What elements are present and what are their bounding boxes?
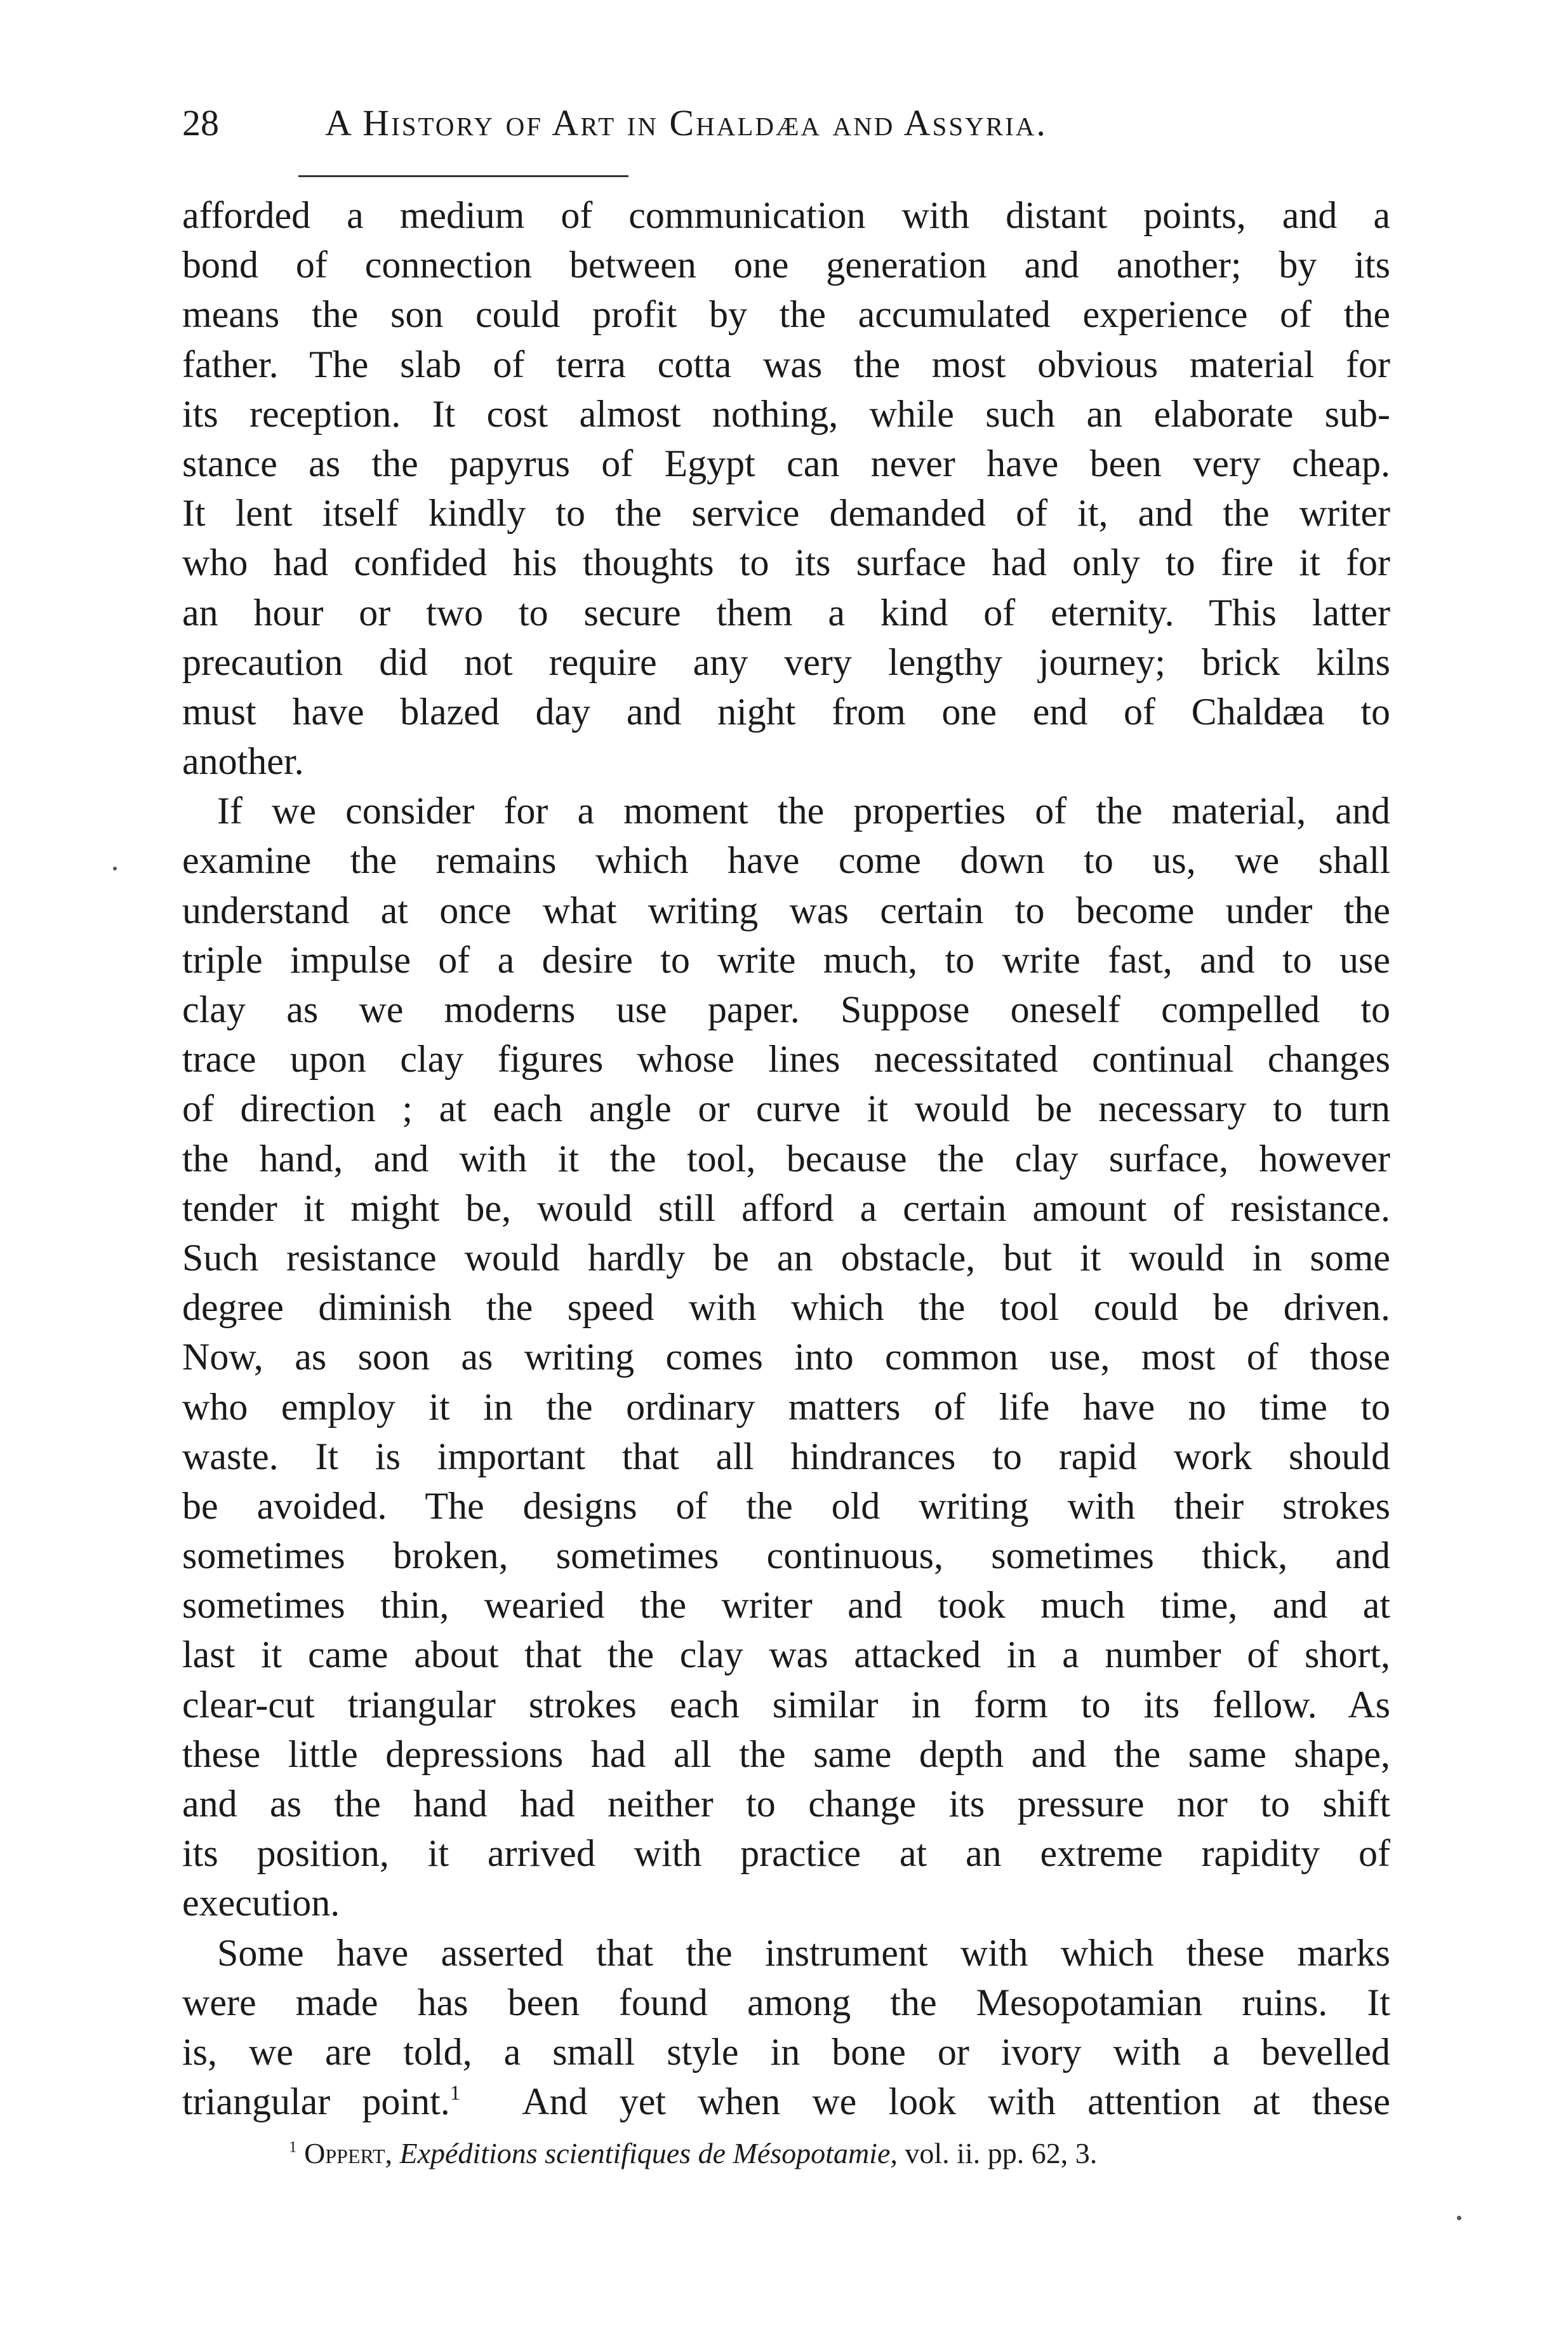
line-text: must have blazed day and night from one end of Chaldæa to [182,690,1390,733]
text-line [182,736,1390,786]
text-line [182,1729,1390,1779]
text-line [182,1630,1390,1679]
footnote-rest: vol. ii. pp. 62, 3. [905,2137,1098,2169]
line-text: who employ it in the ordinary matters of life have no time to [182,1385,1390,1428]
line-text: stance as the papyrus of Egypt can never have been very cheap. [182,442,1390,484]
text-line [182,290,1390,339]
text-line [182,1878,1390,1928]
line-text: clay as we moderns use paper. Suppose oneself compelled to [182,989,1390,1030]
line-text: afforded a medium of communication with distant points, and a [182,194,1390,236]
running-title: A History of Art in Chaldæa and Assyria. [325,102,1047,143]
text-line [182,240,1390,290]
text-line [182,1382,1390,1432]
text-line [182,488,1390,538]
body-text [182,190,1390,2126]
text-line [182,1432,1390,1481]
line-text: tender it might be, would still afford a certain amount of resistance. [182,1187,1390,1229]
page-number: 28 [182,102,219,143]
text-line [182,439,1390,488]
text-line [182,2027,1390,2077]
line-text: understand at once what writing was certain to become under the [182,889,1390,931]
text-line [182,1233,1390,1282]
text-line [182,985,1390,1034]
line-text: Now, as soon as writing comes into common use, most of those [182,1336,1390,1378]
line-text: triangular point. [182,2081,450,2123]
line-text: sometimes broken, sometimes continuous, sometimes thick, and [182,1535,1390,1577]
line-text: Such resistance would hardly be an obstacle, but it would in some [182,1236,1390,1279]
text-line [182,588,1390,637]
footnote-title: Expéditions scientifiques de Mésopotamie, [399,2137,898,2169]
line-text: degree diminish the speed with which the tool could be driven. [182,1286,1390,1329]
text-line [182,1282,1390,1332]
running-header [182,102,1390,152]
footnote-author: Oppert, [304,2137,392,2169]
text-line [182,1084,1390,1133]
text-line [182,389,1390,439]
line-text: the hand, and with it the tool, because the clay surface, however [182,1137,1390,1180]
text-line [182,2077,1390,2126]
line-text: and as the hand had neither to change its pressure nor to shift [182,1783,1390,1825]
text-line [182,1183,1390,1233]
text-line [182,1978,1390,2027]
line-text: an hour or two to secure them a kind of eternity. This latter [182,591,1390,634]
line-text: examine the remains which have come down to us, we shall [182,839,1390,882]
line-text: who had confided his thoughts to its surface had only to fire it for [182,542,1390,584]
text-line [182,1134,1390,1183]
line-text: execution. [182,1882,340,1924]
text-line [182,1531,1390,1580]
text-line [182,1928,1390,1978]
text-line [182,687,1390,736]
line-text: sometimes thin, wearied the writer and took much time, and at [182,1584,1390,1627]
text-line [182,1332,1390,1382]
line-text: trace upon clay figures whose lines necessitated continual changes [182,1038,1390,1081]
line-text: is, we are told, a small style in bone or ivory with a bevelled [182,2030,1390,2073]
footnote-marker: 1 [289,2138,297,2156]
text-line [182,935,1390,985]
text-line [182,340,1390,389]
line-text: If we consider for a moment the properties of the material, and [217,790,1390,832]
text-line [182,1580,1390,1630]
text-line [182,1779,1390,1828]
line-text: bond of connection between one generation and another; by its [182,244,1390,286]
line-text: be avoided. The designs of the old writing with their strokes [182,1484,1390,1527]
footnote-reference[interactable]: 1 [449,2082,461,2105]
footnote [289,2136,1097,2170]
text-line [182,637,1390,687]
line-text: clear-cut triangular strokes each similar in form to its fellow. As [182,1683,1390,1726]
line-text: another. [182,740,304,783]
line-text: And yet when we look with attention at these [460,2081,1391,2123]
line-text: Some have asserted that the instrument with which these marks [217,1931,1390,1974]
text-line [182,1481,1390,1531]
line-text: of direction ; at each angle or curve it would be necessary to turn [182,1088,1390,1130]
line-text: last it came about that the clay was attacked in a number of short, [182,1634,1390,1676]
line-text: It lent itself kindly to the service demanded of it, and the writer [182,492,1390,535]
text-line [182,886,1390,935]
text-line [182,1828,1390,1878]
text-line [182,1034,1390,1084]
text-line [182,190,1390,240]
line-text: its position, it arrived with practice at an extreme rapidity of [182,1832,1390,1875]
header-rule [298,175,628,177]
text-line [182,538,1390,587]
line-text: father. The slab of terra cotta was the most obvious material for [182,343,1390,385]
page-speck [1457,2216,1461,2220]
page-speck [113,867,117,870]
line-text: precaution did not require any very lengthy journey; brick kilns [182,641,1390,683]
line-text: triple impulse of a desire to write much, to write fast, and to use [182,938,1390,981]
text-line [182,1680,1390,1729]
text-line [182,836,1390,885]
line-text: its reception. It cost almost nothing, while such an elaborate sub- [182,392,1390,435]
line-text: waste. It is important that all hindrances to rapid work should [182,1435,1390,1477]
line-text: were made has been found among the Mesopotamian ruins. It [182,1981,1390,2023]
text-line [182,786,1390,836]
line-text: means the son could profit by the accumulated experience of the [182,293,1390,336]
line-text: these little depressions had all the same depth and the same shape, [182,1733,1390,1775]
